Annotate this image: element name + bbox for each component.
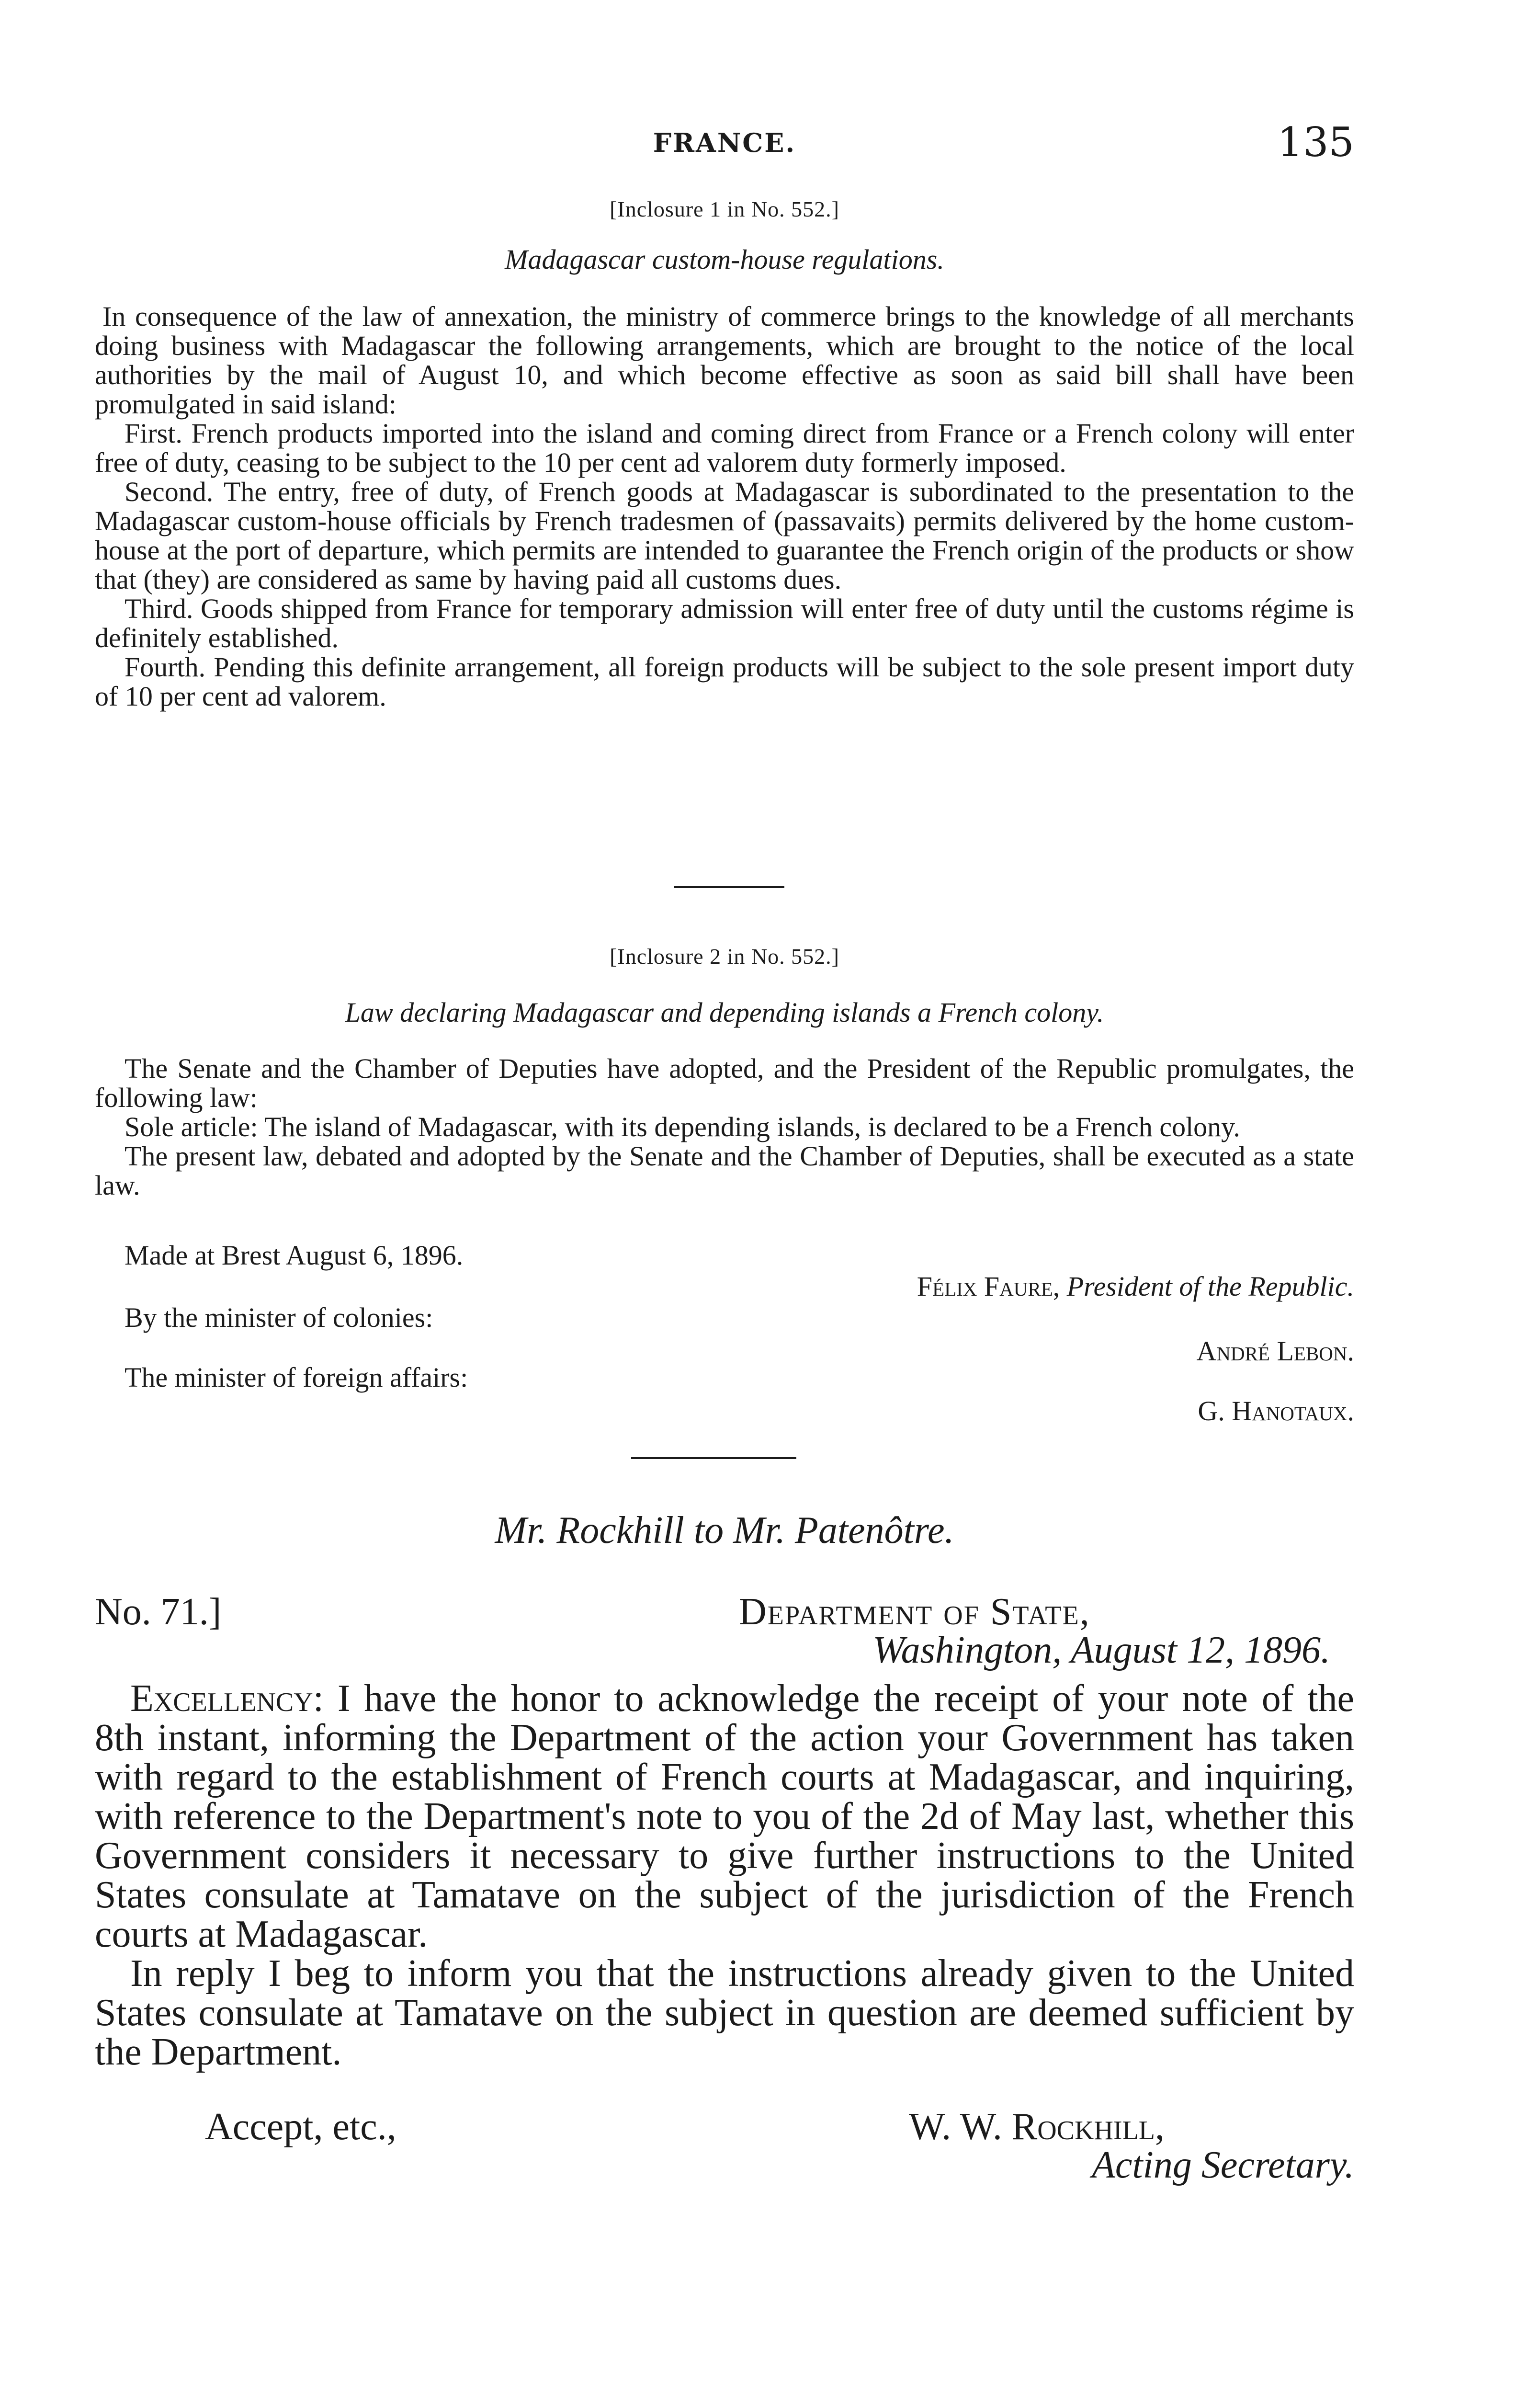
letter-paragraph-1-text: I have the honor to acknowledge the receipt of your note of the 8th instant, informing the Department of the action your Government has taken with regard to the establishment of French courts at Madagascar, and inquiring, with reference to the Department's note to you of the 2d of May last, whether this Government considers it necessary to give further instructions to the United States consulate at Tamatave on the subject of the jurisdiction of the French courts at Madagascar. [95,1677,1355,1955]
inclosure-1-paragraph: Fourth. Pending this definite arrangement, all foreign products will be subject to the sole present import duty of 10 per cent ad valorem. [95,651,1354,712]
letter-closing: Accept, etc., [205,2106,396,2148]
letter-paragraph-1 [95,1679,1354,1954]
president-signature [622,1272,1354,1301]
inclosure-1-paragraph: In consequence of the law of annexation, the ministry of commerce brings to the knowledge of all merchants doing business with Madagascar the following arrangements, which are brought to the notice of the local authorities by the mail of August 10, and which become effective as soon as said bill shall have been promulgated in said island: [95,301,1354,420]
letter-salutation: Excellency: [130,1677,324,1720]
foreign-affairs-label: The minister of foreign affairs: [125,1362,468,1393]
colonies-minister-name: André Lebon. [1196,1335,1354,1367]
inclosure-2-paragraph: Sole article: The island of Madagascar, with its depending islands, is declared to be a French colony. [125,1111,1240,1142]
inclosure-1-label: [Inclosure 1 in No. 552.] [610,197,839,221]
inclosure-2-title: Law declaring Madagascar and depending islands a French colony. [345,997,1104,1028]
letter-heading: Mr. Rockhill to Mr. Patenôtre. [495,1509,954,1551]
page-header [95,119,1354,167]
inclosure-2-body [95,1054,1354,1200]
colonies-label: By the minister of colonies: [125,1302,433,1333]
inclosure-1-paragraph: Third. Goods shipped from France for temporary admission will enter free of duty until the customs régime is definitely established. [95,593,1354,653]
document-page [95,0,1354,2395]
president-name: Félix Faure, [917,1271,1060,1302]
letter-body [95,1679,1354,2072]
letter-signature-title: Acting Secretary. [1092,2144,1354,2186]
section-divider [674,886,784,888]
running-title: FRANCE. [653,127,796,158]
made-at-line: Made at Brest August 6, 1896. [125,1240,464,1271]
inclosure-1-paragraph: Second. The entry, free of duty, of French goods at Madagascar is subordinated to the presentation to the Madagascar custom-house officials by French tradesmen of (passavaits) permits delivered by the home custom-house at the port of departure, which permits are intended to guarantee the French origin of the products or show that (they) are considered as same by having paid all customs dues. [95,476,1354,595]
letter-number: No. 71.] [95,1591,222,1633]
inclosure-1-paragraph: First. French products imported into the island and coming direct from France or a French colony will enter free of duty, ceasing to be subject to the 10 per cent ad valorem duty formerly imposed. [95,418,1354,478]
president-title: President of the Republic. [1066,1271,1354,1302]
inclosure-2-paragraph: The present law, debated and adopted by the Senate and the Chamber of Deputies, shall be executed as a state law. [95,1140,1354,1201]
letter-place-date: Washington, August 12, 1896. [872,1629,1330,1671]
inclosure-2-paragraph: The Senate and the Chamber of Deputies have adopted, and the President of the Republic promulgates, the following law: [95,1053,1354,1113]
inclosure-1-title: Madagascar custom-house regulations. [505,244,944,275]
foreign-affairs-minister-name: G. Hanotaux. [1198,1395,1354,1426]
letter-paragraph-2: In reply I beg to inform you that the instructions already given to the United States consulate at Tamatave on the subject in question are deemed sufficient by the Department. [95,1952,1354,2073]
page-number: 135 [1277,119,1354,166]
letter-signature-name: W. W. Rockhill, [909,2106,1165,2148]
letter-department: Department of State, [739,1591,1090,1633]
inclosure-1-body [95,302,1354,711]
section-divider [631,1457,796,1459]
inclosure-2-label: [Inclosure 2 in No. 552.] [610,944,839,969]
